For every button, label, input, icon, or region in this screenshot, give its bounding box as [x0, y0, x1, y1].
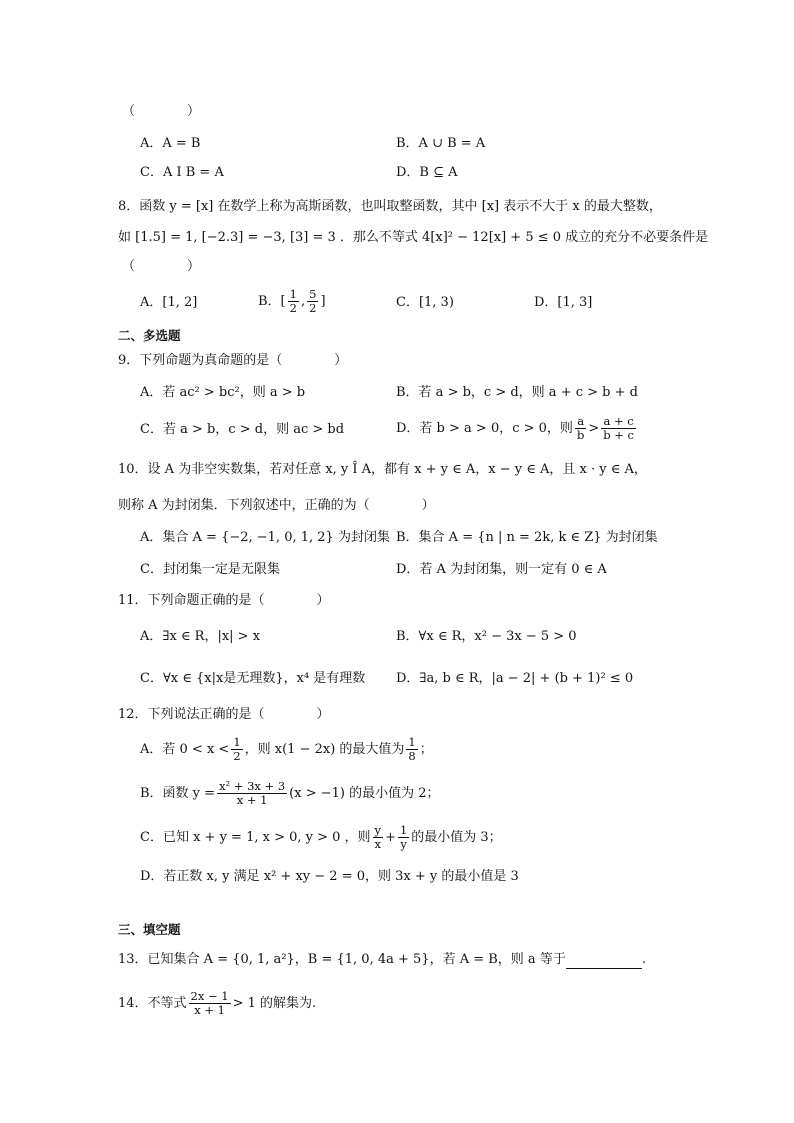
- frac-denominator: b: [576, 428, 585, 442]
- q8-answer-paren: （ ）: [122, 259, 201, 274]
- q8-option-c: C．[1, 3): [396, 295, 454, 310]
- frac-denominator: x + 1: [194, 1003, 225, 1017]
- frac-denominator: x: [374, 837, 382, 851]
- q12-option-c-frac2: [398, 824, 409, 851]
- frac-numerator: 2x − 1: [190, 989, 229, 1003]
- q12-option-b-frac: [217, 780, 287, 807]
- q9-option-d-frac2: [601, 415, 636, 442]
- q8-option-d: D．[1, 3]: [534, 295, 593, 310]
- q7-option-d: D．B ⊆ A: [396, 165, 458, 180]
- q12-option-c-frac1: [373, 824, 384, 851]
- q7-option-c: C．A I B = A: [140, 165, 224, 180]
- q9-option-d-prefix: D．若 b > a > 0，c > 0，则: [396, 421, 573, 436]
- frac-numerator: x² + 3x + 3: [219, 779, 286, 793]
- q11-option-a: A．∃x ∈ R，|x| > x: [140, 629, 261, 644]
- frac-numerator: 1: [408, 735, 416, 749]
- frac-denominator: x + 1: [236, 793, 268, 807]
- q9-option-d-frac1: [575, 415, 586, 442]
- q8-option-b-prefix: B．[: [258, 294, 286, 309]
- q12-stem: 12．下列说法正确的是（ ）: [118, 707, 330, 722]
- q9-option-c: C．若 a > b，c > d，则 ac > bd: [140, 422, 345, 437]
- q12-option-b: [140, 778, 440, 810]
- q13-text: 13．已知集合 A = {0, 1, a²}，B = {1, 0, 4a + 5}，若 A = B，则 a 等于: [118, 952, 566, 967]
- q8-option-a: A．[1, 2]: [140, 295, 198, 310]
- section-heading-fill-in: 三、填空题: [118, 922, 181, 937]
- section-heading-multiple-choice: 二、多选题: [118, 328, 181, 343]
- q12-option-a-suffix: ；: [419, 742, 433, 757]
- q11-stem: 11．下列命题正确的是（ ）: [118, 593, 330, 608]
- frac-denominator: 2: [309, 301, 317, 315]
- q12-option-a-prefix: A．若 0 < x <: [140, 742, 230, 757]
- q14-stem: [118, 988, 316, 1020]
- frac-denominator: b + c: [603, 428, 634, 442]
- q12-option-c-suffix: 的最小值为 3；: [411, 830, 502, 845]
- q9-option-d-gt: >: [588, 421, 600, 436]
- q13-stem: [118, 951, 646, 969]
- frac-denominator: y: [400, 837, 407, 851]
- q10-stem-line1: 10．设 A 为非空实数集，若对任意 x, y Î A，都有 x + y ∈ A，x − y ∈ A，且 x · y ∈ A，: [118, 462, 647, 477]
- q13-end: .: [641, 952, 646, 967]
- q8-option-b-suffix: ]: [320, 294, 326, 309]
- q10-option-b: B．集合 A = {n | n = 2k, k ∈ Z} 为封闭集: [396, 530, 658, 545]
- q10-stem-line2: 则称 A 为封闭集．下列叙述中，正确的为（ ）: [118, 498, 435, 513]
- frac-numerator: a + c: [603, 414, 634, 428]
- q12-option-c-plus: +: [385, 830, 396, 845]
- q8-stem-line1: 8．函数 y = [x] 在数学上称为高斯函数，也叫取整函数，其中 [x] 表示不大于 x 的最大整数，: [118, 199, 662, 214]
- q11-option-d: D．∃a, b ∈ R，|a − 2| + (b + 1)² ≤ 0: [396, 671, 634, 686]
- q10-option-d: D．若 A 为封闭集，则一定有 0 ∈ A: [396, 562, 607, 577]
- q8-option-b-frac1: [288, 288, 299, 315]
- q8-option-b: B．[ $\frac{1}{2}$ , $\frac{5}{2}$ ]: [258, 287, 326, 315]
- q12-option-d: D．若正数 x, y 满足 x² + xy − 2 = 0，则 3x + y 的最小值是 3: [140, 869, 519, 884]
- frac-numerator: 1: [399, 823, 408, 837]
- frac-denominator: 2: [289, 301, 297, 315]
- q9-option-a: A．若 ac² > bc²，则 a > b: [140, 385, 306, 400]
- frac-denominator: 2: [233, 749, 241, 763]
- q11-option-c: C．∀x ∈ {x|x是无理数}，x⁴ 是有理数: [140, 671, 366, 686]
- q10-option-a: A．集合 A = {−2, −1, 0, 1, 2} 为封闭集: [140, 530, 390, 545]
- q14-frac: [189, 990, 231, 1017]
- frac-numerator: 1: [233, 735, 241, 749]
- q12-option-a-frac2: [406, 736, 417, 763]
- q10-option-c: C．封闭集一定是无限集: [140, 562, 280, 577]
- q12-option-a-frac1: [231, 736, 242, 763]
- q14-prefix: 14．不等式: [118, 996, 187, 1011]
- q9-option-b: B．若 a > b，c > d，则 a + c > b + d: [396, 385, 638, 400]
- q14-suffix: > 1 的解集为.: [232, 996, 317, 1011]
- q12-option-a: [140, 734, 433, 766]
- q12-option-c-prefix: C．已知 x + y = 1, x > 0, y > 0 ，则: [140, 830, 371, 845]
- frac-numerator: 5: [309, 287, 317, 301]
- q9-stem: 9．下列命题为真命题的是（ ）: [118, 353, 348, 368]
- q12-option-a-mid: ，则 x(1 − 2x) 的最大值为: [244, 742, 405, 757]
- q13-answer-blank[interactable]: [566, 954, 642, 969]
- frac-denominator: 8: [408, 749, 416, 763]
- q7-option-b: B．A ∪ B = A: [396, 136, 486, 151]
- q7-answer-paren: （ ）: [122, 104, 201, 119]
- q11-option-b: B．∀x ∈ R，x² − 3x − 5 > 0: [396, 629, 577, 644]
- q12-option-b-suffix: (x > −1) 的最小值为 2；: [289, 786, 440, 801]
- q12-option-c: [140, 822, 502, 854]
- q9-option-d: [396, 413, 638, 445]
- frac-numerator: a: [577, 414, 585, 428]
- q12-option-b-prefix: B．函数 y =: [140, 786, 216, 801]
- q7-option-a: A．A = B: [140, 136, 201, 151]
- frac-numerator: 1: [289, 287, 297, 301]
- q8-stem-line2: 如 [1.5] = 1, [−2.3] = −3, [3] = 3 ．那么不等式 4[x]² − 12[x] + 5 ≤ 0 成立的充分不必要条件是: [118, 230, 709, 245]
- frac-numerator: y: [374, 823, 382, 837]
- q8-option-b-frac2: [307, 288, 318, 315]
